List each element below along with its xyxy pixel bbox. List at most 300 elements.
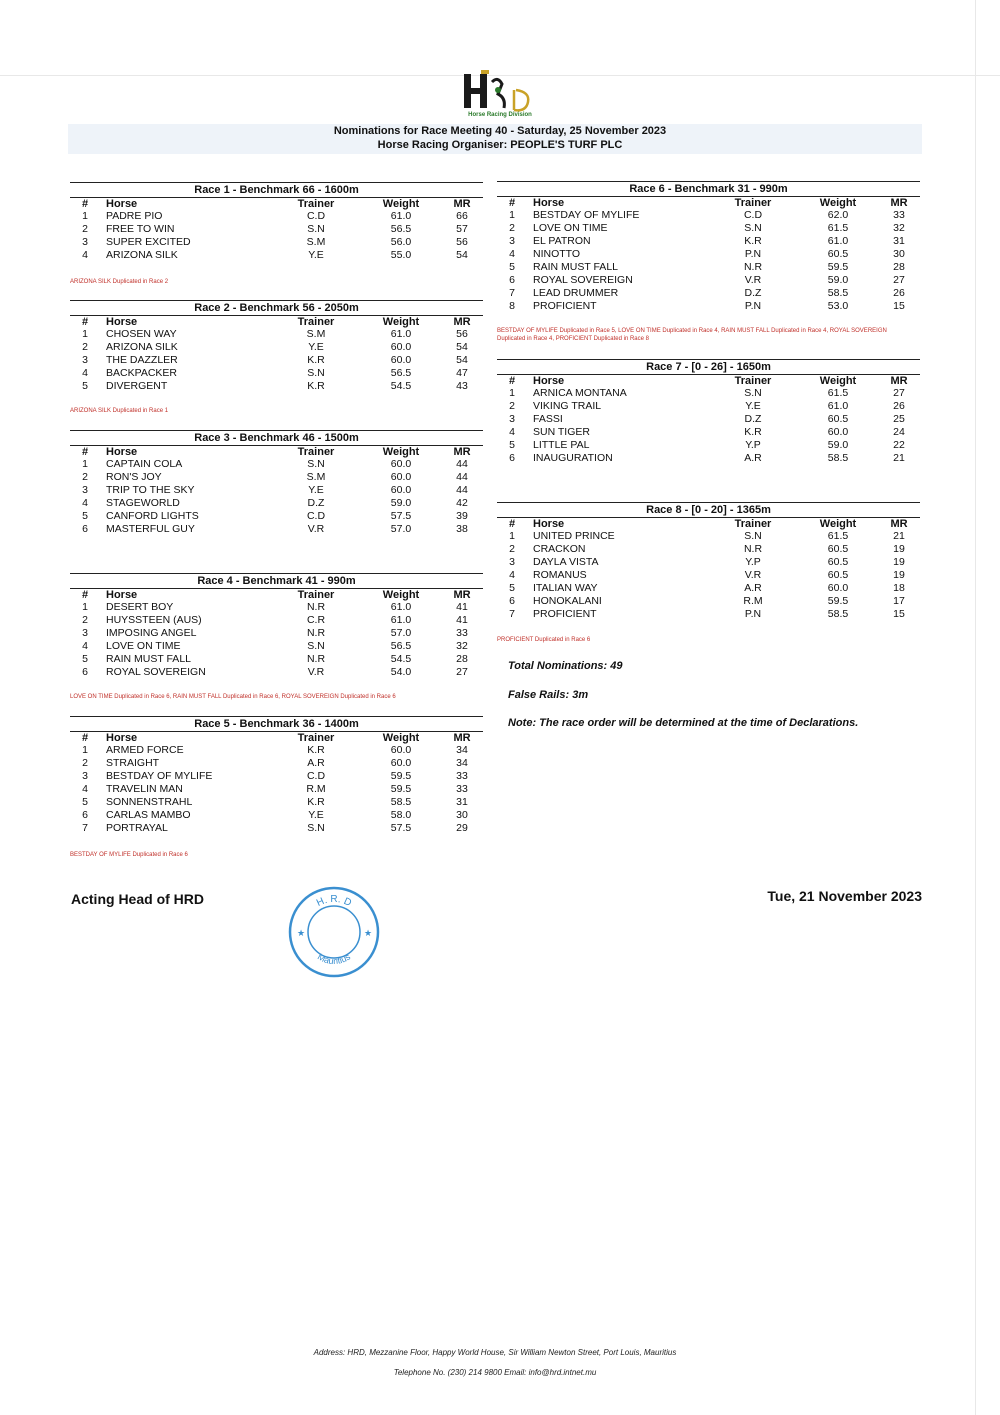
race-table (70, 315, 483, 393)
cell-horse: CANFORD LIGHTS (106, 510, 199, 522)
cell-num: 4 (82, 640, 88, 652)
cell-trainer: N.R (306, 653, 326, 665)
cell-weight: 60.5 (827, 556, 849, 568)
cell-horse: LOVE ON TIME (106, 640, 181, 652)
cell-mr: 15 (893, 608, 905, 620)
table-row (70, 223, 483, 236)
cell-mr: 54 (456, 341, 468, 353)
cell-mr: 30 (893, 248, 905, 260)
col-horse: Horse (100, 589, 271, 602)
col-weight: Weight (361, 316, 441, 329)
cell-horse: RON'S JOY (106, 471, 162, 483)
table-row (70, 236, 483, 249)
table-row (70, 354, 483, 367)
cell-mr: 44 (456, 458, 468, 470)
cell-mr: 34 (456, 744, 468, 756)
duplicate-note: BESTDAY OF MYLIFE Duplicated in Race 5, LOVE ON TIME Duplicated in Race 4, RAIN MUST FALL Duplicated in Race 4, ROYAL SOVEREIGN Duplicated in Race 4, PROFICIENT Duplicated in Race 8 (497, 328, 887, 342)
race-title: Race 5 - Benchmark 36 - 1400m (70, 716, 483, 731)
cell-trainer: K.R (307, 796, 325, 808)
cell-weight: 61.0 (827, 235, 849, 247)
cell-num: 4 (509, 426, 515, 438)
cell-trainer: P.N (744, 608, 762, 620)
cell-num: 2 (82, 471, 88, 483)
cell-num: 7 (509, 608, 515, 620)
race-8 (497, 502, 920, 621)
cell-num: 6 (82, 666, 88, 678)
col-weight: Weight (361, 446, 441, 459)
col-horse: Horse (527, 375, 708, 388)
cell-trainer: Y.E (308, 249, 324, 261)
cell-num: 1 (82, 210, 88, 222)
cell-horse: SUN TIGER (533, 426, 590, 438)
cell-mr: 31 (893, 235, 905, 247)
table-row (497, 556, 920, 569)
table-row (70, 627, 483, 640)
cell-trainer: N.R (743, 261, 763, 273)
table-row (70, 249, 483, 262)
total-nominations: Total Nominations: 49 (508, 660, 623, 672)
race-7 (497, 359, 920, 465)
footer-address: Address: HRD, Mezzanine Floor, Happy World House, Sir William Newton Street, Port Louis, Mauritius (313, 1348, 677, 1357)
cell-horse: LOVE ON TIME (533, 222, 608, 234)
cell-horse: CHOSEN WAY (106, 328, 177, 340)
cell-trainer: S.N (744, 222, 762, 234)
cell-trainer: R.M (306, 783, 326, 795)
cell-weight: 60.0 (390, 744, 412, 756)
cell-horse: BESTDAY OF MYLIFE (533, 209, 640, 221)
table-row (70, 484, 483, 497)
cell-mr: 41 (456, 601, 468, 613)
race-table (497, 196, 920, 313)
cell-trainer: S.N (307, 367, 325, 379)
table-row (497, 530, 920, 543)
cell-trainer: S.M (306, 236, 326, 248)
table-row (497, 287, 920, 300)
duplicate-note: LOVE ON TIME Duplicated in Race 6, RAIN MUST FALL Duplicated in Race 6, ROYAL SOVEREIGN Duplicated in Race 6 (70, 694, 396, 700)
cell-weight: 61.0 (827, 400, 849, 412)
stamp-top-text: H. R. D (314, 894, 354, 909)
cell-weight: 61.0 (390, 614, 412, 626)
cell-trainer: S.N (307, 822, 325, 834)
cell-mr: 33 (456, 627, 468, 639)
cell-weight: 60.5 (827, 569, 849, 581)
cell-trainer: V.R (744, 274, 762, 286)
race-table (497, 517, 920, 621)
col-mr: MR (441, 732, 483, 745)
cell-weight: 60.5 (827, 248, 849, 260)
cell-horse: IMPOSING ANGEL (106, 627, 197, 639)
cell-weight: 61.5 (827, 387, 849, 399)
logo-caption: Horse Racing Division (468, 112, 532, 118)
cell-num: 4 (82, 497, 88, 509)
table-row (70, 380, 483, 393)
cell-mr: 34 (456, 757, 468, 769)
col-mr: MR (878, 375, 920, 388)
cell-trainer: C.D (306, 770, 326, 782)
race-table (497, 374, 920, 465)
cell-trainer: Y.P (745, 439, 761, 451)
cell-horse: TRIP TO THE SKY (106, 484, 195, 496)
cell-weight: 57.0 (390, 523, 412, 535)
table-row (497, 608, 920, 621)
cell-mr: 18 (893, 582, 905, 594)
cell-weight: 59.0 (390, 497, 412, 509)
col-weight: Weight (798, 197, 878, 210)
cell-mr: 31 (456, 796, 468, 808)
cell-mr: 17 (893, 595, 905, 607)
col-trainer: Trainer (708, 375, 798, 388)
cell-num: 2 (509, 400, 515, 412)
table-row (497, 300, 920, 313)
cell-mr: 29 (456, 822, 468, 834)
cell-weight: 59.5 (827, 261, 849, 273)
cell-mr: 38 (456, 523, 468, 535)
cell-mr: 28 (893, 261, 905, 273)
cell-mr: 21 (893, 530, 905, 542)
cell-horse: PADRE PIO (106, 210, 163, 222)
cell-mr: 39 (456, 510, 468, 522)
cell-num: 1 (82, 601, 88, 613)
table-row (497, 400, 920, 413)
table-row (70, 666, 483, 679)
cell-weight: 61.0 (390, 328, 412, 340)
cell-horse: CARLAS MAMBO (106, 809, 191, 821)
cell-num: 2 (82, 341, 88, 353)
cell-num: 3 (82, 236, 88, 248)
cell-horse: STAGEWORLD (106, 497, 180, 509)
table-row (497, 426, 920, 439)
cell-horse: RAIN MUST FALL (533, 261, 618, 273)
cell-trainer: R.M (743, 595, 763, 607)
col-num: # (70, 732, 100, 745)
cell-horse: PROFICIENT (533, 608, 597, 620)
race-5 (70, 716, 483, 835)
cell-weight: 56.5 (390, 640, 412, 652)
table-row (497, 235, 920, 248)
cell-num: 6 (509, 452, 515, 464)
cell-weight: 57.5 (390, 822, 412, 834)
table-row (70, 601, 483, 614)
cell-trainer: N.R (306, 601, 326, 613)
cell-weight: 60.0 (390, 354, 412, 366)
table-row (497, 222, 920, 235)
cell-num: 6 (509, 595, 515, 607)
svg-text:★: ★ (297, 929, 306, 939)
cell-horse: STRAIGHT (106, 757, 160, 769)
cell-horse: MASTERFUL GUY (106, 523, 195, 535)
table-row (497, 569, 920, 582)
organiser-title: Horse Racing Organiser: PEOPLE'S TURF PLC (377, 139, 623, 151)
table-row (70, 640, 483, 653)
cell-num: 1 (82, 328, 88, 340)
cell-trainer: V.R (744, 569, 762, 581)
cell-weight: 58.5 (827, 287, 849, 299)
cell-num: 3 (82, 770, 88, 782)
col-trainer: Trainer (271, 732, 361, 745)
cell-mr: 32 (456, 640, 468, 652)
cell-mr: 21 (893, 452, 905, 464)
cell-horse: ARIZONA SILK (106, 249, 178, 261)
cell-mr: 19 (893, 556, 905, 568)
cell-horse: RAIN MUST FALL (106, 653, 191, 665)
cell-mr: 54 (456, 249, 468, 261)
cell-horse: PROFICIENT (533, 300, 597, 312)
col-mr: MR (441, 316, 483, 329)
cell-mr: 26 (893, 400, 905, 412)
cell-mr: 41 (456, 614, 468, 626)
cell-weight: 59.5 (390, 770, 412, 782)
col-num: # (70, 198, 100, 211)
table-row (497, 543, 920, 556)
table-row (497, 413, 920, 426)
cell-trainer: A.R (744, 452, 762, 464)
cell-num: 5 (82, 380, 88, 392)
table-row (70, 653, 483, 666)
cell-weight: 57.0 (390, 627, 412, 639)
duplicate-note: ARIZONA SILK Duplicated in Race 1 (70, 408, 169, 414)
cell-num: 3 (509, 556, 515, 568)
col-trainer: Trainer (271, 589, 361, 602)
cell-trainer: K.R (744, 426, 762, 438)
cell-horse: DIVERGENT (106, 380, 168, 392)
cell-horse: PORTRAYAL (106, 822, 168, 834)
cell-trainer: N.R (306, 627, 326, 639)
col-mr: MR (441, 446, 483, 459)
table-row (70, 809, 483, 822)
cell-horse: ARNICA MONTANA (533, 387, 627, 399)
cell-mr: 27 (456, 666, 468, 678)
cell-mr: 32 (893, 222, 905, 234)
cell-horse: LITTLE PAL (533, 439, 590, 451)
cell-mr: 33 (456, 770, 468, 782)
cell-trainer: V.R (307, 523, 325, 535)
cell-mr: 33 (893, 209, 905, 221)
cell-horse: ROYAL SOVEREIGN (533, 274, 633, 286)
col-trainer: Trainer (271, 446, 361, 459)
race-title: Race 4 - Benchmark 41 - 990m (70, 573, 483, 588)
footer-contact: Telephone No. (230) 214 9800 Email: info@hrd.intnet.mu (393, 1368, 597, 1377)
race-4 (70, 573, 483, 679)
cell-weight: 60.0 (827, 426, 849, 438)
race-1 (70, 182, 483, 262)
cell-horse: ROYAL SOVEREIGN (106, 666, 206, 678)
cell-weight: 60.0 (827, 582, 849, 594)
race-order-note: Note: The race order will be determined at the time of Declarations. (508, 717, 859, 729)
cell-num: 2 (82, 614, 88, 626)
col-weight: Weight (798, 518, 878, 531)
cell-num: 3 (82, 484, 88, 496)
col-trainer: Trainer (271, 198, 361, 211)
cell-trainer: P.N (744, 300, 762, 312)
cell-weight: 61.0 (390, 210, 412, 222)
cell-num: 5 (82, 510, 88, 522)
cell-num: 1 (82, 458, 88, 470)
table-row (497, 261, 920, 274)
cell-mr: 24 (893, 426, 905, 438)
cell-trainer: V.R (307, 666, 325, 678)
cell-horse: NINOTTO (533, 248, 581, 260)
cell-trainer: D.Z (307, 497, 325, 509)
cell-weight: 54.0 (390, 666, 412, 678)
cell-weight: 61.5 (827, 222, 849, 234)
table-row (70, 757, 483, 770)
cell-num: 4 (509, 248, 515, 260)
col-num: # (497, 197, 527, 210)
col-mr: MR (878, 197, 920, 210)
race-title: Race 1 - Benchmark 66 - 1600m (70, 182, 483, 197)
cell-horse: DAYLA VISTA (533, 556, 599, 568)
col-num: # (497, 518, 527, 531)
cell-trainer: K.R (307, 744, 325, 756)
cell-horse: INAUGURATION (533, 452, 613, 464)
cell-weight: 59.0 (827, 439, 849, 451)
table-row (497, 387, 920, 400)
col-weight: Weight (361, 198, 441, 211)
col-num: # (70, 446, 100, 459)
cell-trainer: C.D (743, 209, 763, 221)
cell-weight: 60.0 (390, 484, 412, 496)
cell-trainer: K.R (307, 354, 325, 366)
table-row (497, 595, 920, 608)
cell-trainer: Y.E (308, 809, 324, 821)
cell-horse: TRAVELIN MAN (106, 783, 183, 795)
race-title: Race 8 - [0 - 20] - 1365m (497, 502, 920, 517)
page-edge (975, 0, 976, 1415)
cell-num: 8 (509, 300, 515, 312)
cell-trainer: D.Z (744, 413, 762, 425)
table-row (70, 341, 483, 354)
col-mr: MR (441, 198, 483, 211)
cell-trainer: A.R (744, 582, 762, 594)
table-row (70, 783, 483, 796)
cell-mr: 33 (456, 783, 468, 795)
cell-horse: SONNENSTRAHL (106, 796, 193, 808)
cell-mr: 43 (456, 380, 468, 392)
cell-trainer: C.D (306, 510, 326, 522)
cell-horse: DESERT BOY (106, 601, 174, 613)
table-row (70, 510, 483, 523)
cell-num: 1 (509, 387, 515, 399)
col-horse: Horse (527, 197, 708, 210)
cell-trainer: S.M (306, 328, 326, 340)
cell-mr: 19 (893, 543, 905, 555)
cell-horse: UNITED PRINCE (533, 530, 615, 542)
cell-horse: HUYSSTEEN (AUS) (106, 614, 202, 626)
col-weight: Weight (361, 589, 441, 602)
cell-trainer: C.D (306, 210, 326, 222)
cell-weight: 56.0 (390, 236, 412, 248)
col-horse: Horse (100, 316, 271, 329)
race-title: Race 6 - Benchmark 31 - 990m (497, 181, 920, 196)
cell-weight: 62.0 (827, 209, 849, 221)
col-horse: Horse (527, 518, 708, 531)
cell-num: 3 (82, 354, 88, 366)
cell-trainer: Y.E (745, 400, 761, 412)
col-horse: Horse (100, 446, 271, 459)
cell-trainer: N.R (743, 543, 763, 555)
col-horse: Horse (100, 732, 271, 745)
cell-weight: 61.0 (390, 601, 412, 613)
cell-horse: VIKING TRAIL (533, 400, 602, 412)
cell-mr: 27 (893, 274, 905, 286)
cell-mr: 42 (456, 497, 468, 509)
cell-num: 7 (509, 287, 515, 299)
table-row (497, 582, 920, 595)
cell-num: 5 (509, 261, 515, 273)
cell-trainer: C.R (306, 614, 326, 626)
cell-num: 1 (82, 744, 88, 756)
table-row (70, 328, 483, 341)
cell-trainer: Y.P (745, 556, 761, 568)
cell-weight: 58.5 (827, 452, 849, 464)
cell-weight: 58.5 (390, 796, 412, 808)
col-num: # (497, 375, 527, 388)
race-title: Race 3 - Benchmark 46 - 1500m (70, 430, 483, 445)
cell-num: 2 (509, 222, 515, 234)
cell-num: 6 (509, 274, 515, 286)
cell-mr: 30 (456, 809, 468, 821)
race-table (70, 588, 483, 679)
cell-horse: FREE TO WIN (106, 223, 175, 235)
cell-weight: 60.0 (390, 341, 412, 353)
col-horse: Horse (100, 198, 271, 211)
cell-mr: 56 (456, 328, 468, 340)
duplicate-note: BESTDAY OF MYLIFE Duplicated in Race 6 (70, 852, 188, 858)
cell-trainer: K.R (744, 235, 762, 247)
document-date: Tue, 21 November 2023 (767, 888, 922, 904)
cell-num: 6 (82, 523, 88, 535)
cell-horse: ARMED FORCE (106, 744, 184, 756)
svg-text:★: ★ (364, 929, 373, 939)
cell-weight: 60.5 (827, 543, 849, 555)
cell-horse: LEAD DRUMMER (533, 287, 619, 299)
svg-text:Mauritius (316, 951, 353, 966)
table-row (70, 471, 483, 484)
cell-weight: 56.5 (390, 367, 412, 379)
meeting-title: Nominations for Race Meeting 40 - Saturday, 25 November 2023 (333, 125, 667, 137)
cell-weight: 53.0 (827, 300, 849, 312)
cell-mr: 44 (456, 471, 468, 483)
table-row (70, 497, 483, 510)
col-weight: Weight (798, 375, 878, 388)
cell-trainer: S.N (307, 223, 325, 235)
cell-weight: 55.0 (390, 249, 412, 261)
table-row (70, 523, 483, 536)
cell-weight: 59.5 (827, 595, 849, 607)
cell-horse: ROMANUS (533, 569, 587, 581)
cell-horse: BESTDAY OF MYLIFE (106, 770, 213, 782)
stamp-bottom-text: Mauritius (315, 951, 353, 967)
table-row (70, 744, 483, 757)
race-table (70, 197, 483, 262)
race-6 (497, 181, 920, 313)
cell-horse: ITALIAN WAY (533, 582, 598, 594)
cell-trainer: Y.E (308, 484, 324, 496)
col-trainer: Trainer (271, 316, 361, 329)
cell-num: 3 (509, 413, 515, 425)
cell-weight: 61.5 (827, 530, 849, 542)
cell-num: 4 (82, 783, 88, 795)
cell-weight: 58.5 (827, 608, 849, 620)
cell-num: 3 (82, 627, 88, 639)
cell-num: 5 (82, 796, 88, 808)
cell-horse: SUPER EXCITED (106, 236, 191, 248)
col-mr: MR (878, 518, 920, 531)
duplicate-note: ARIZONA SILK Duplicated in Race 2 (70, 279, 169, 285)
cell-horse: CAPTAIN COLA (106, 458, 183, 470)
cell-mr: 44 (456, 484, 468, 496)
cell-num: 4 (82, 249, 88, 261)
